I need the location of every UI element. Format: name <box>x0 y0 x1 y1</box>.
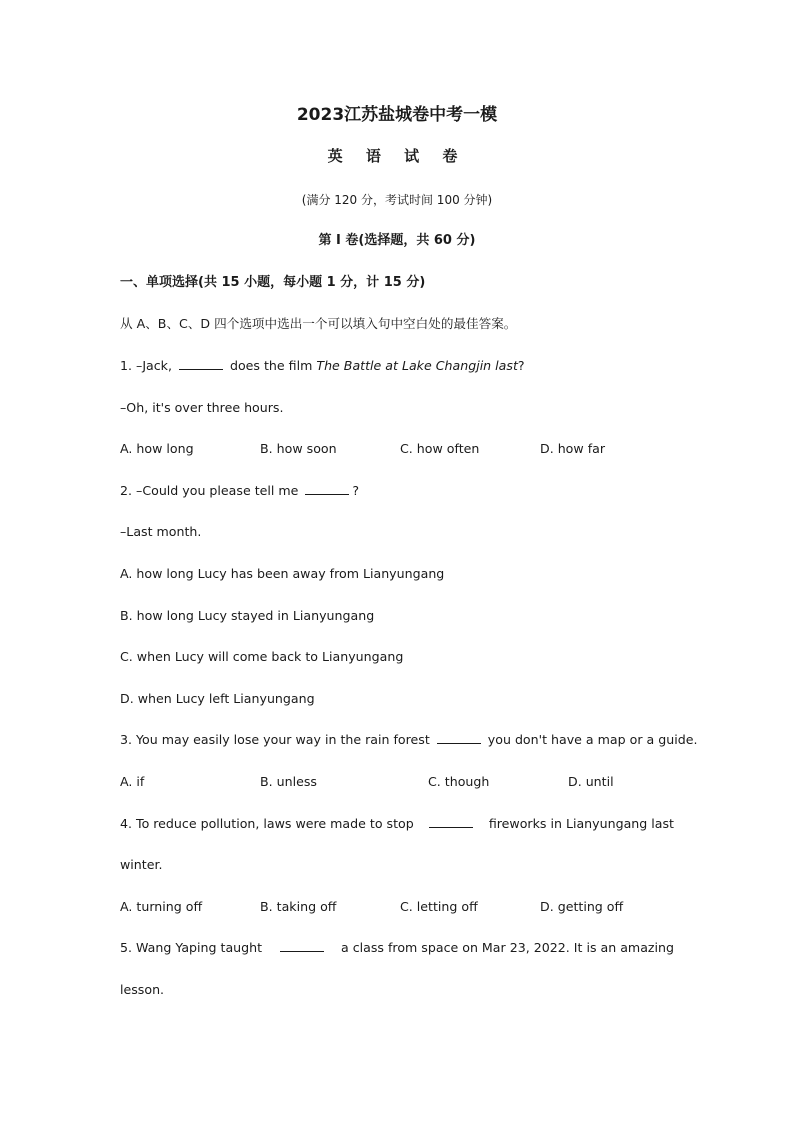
exam-score-time-note: (满分 120 分，考试时间 100 分钟) <box>301 193 493 207</box>
question-1 <box>120 358 525 374</box>
q3-option-c: C. though <box>428 774 490 789</box>
q2-end: ? <box>352 483 360 498</box>
q4-option-d: D. getting off <box>540 899 624 914</box>
q4-prefix: 4. To reduce pollution, laws were made to stop <box>120 816 414 831</box>
q4-continuation: winter. <box>120 857 163 872</box>
q1-prefix: 1. –Jack, <box>120 358 176 373</box>
q1-option-c: C. how often <box>400 441 480 456</box>
q1-end: ? <box>517 358 525 373</box>
answer-blank <box>429 816 473 828</box>
q3-end: you don't have a map or a guide. <box>483 732 698 747</box>
q1-option-b: B. how soon <box>260 441 337 456</box>
q4-option-c: C. letting off <box>400 899 478 914</box>
part-heading: 第 I 卷(选择题，共 60 分) <box>318 233 476 248</box>
q3-option-d: D. until <box>568 774 614 789</box>
question-3 <box>120 732 697 748</box>
question-4 <box>120 816 674 832</box>
section-heading: 一、单项选择(共 15 小题，每小题 1 分，计 15 分) <box>120 275 426 290</box>
q2-option-b: B. how long Lucy stayed in Lianyungang <box>120 608 375 623</box>
q5-end: a class from space on Mar 23, 2022. It is an amazing <box>341 940 674 955</box>
q5-continuation: lesson. <box>120 982 165 997</box>
answer-blank <box>305 483 349 495</box>
q1-film-title: The Battle at Lake Changjin last <box>316 358 518 373</box>
q1-option-a: A. how long <box>120 441 194 456</box>
q1-mid: does the film <box>225 358 317 373</box>
q4-option-a: A. turning off <box>120 899 203 914</box>
exam-title: 2023江苏盐城卷中考一模 <box>296 105 498 125</box>
q2-prefix: 2. –Could you please tell me <box>120 483 303 498</box>
q3-option-a: A. if <box>120 774 145 789</box>
q2-reply: –Last month. <box>120 524 202 539</box>
q4-end: fireworks in Lianyungang last <box>488 816 674 831</box>
q2-option-c: C. when Lucy will come back to Lianyungang <box>120 649 404 664</box>
section-instruction: 从 A、B、C、D 四个选项中选出一个可以填入句中空白处的最佳答案。 <box>120 316 517 331</box>
answer-blank <box>280 940 324 952</box>
q2-option-d: D. when Lucy left Lianyungang <box>120 691 315 706</box>
exam-subtitle: 英 语 试 卷 <box>327 147 467 165</box>
q3-prefix: 3. You may easily lose your way in the rain forest <box>120 732 434 747</box>
q3-option-b: B. unless <box>260 774 317 789</box>
question-5 <box>120 940 674 956</box>
question-2 <box>120 483 359 499</box>
q1-reply: –Oh, it's over three hours. <box>120 400 284 415</box>
answer-blank <box>437 732 481 744</box>
q1-option-d: D. how far <box>540 441 606 456</box>
answer-blank <box>179 358 223 370</box>
q4-option-b: B. taking off <box>260 899 337 914</box>
q2-option-a: A. how long Lucy has been away from Lianyungang <box>120 566 445 581</box>
q5-prefix: 5. Wang Yaping taught <box>120 940 263 955</box>
